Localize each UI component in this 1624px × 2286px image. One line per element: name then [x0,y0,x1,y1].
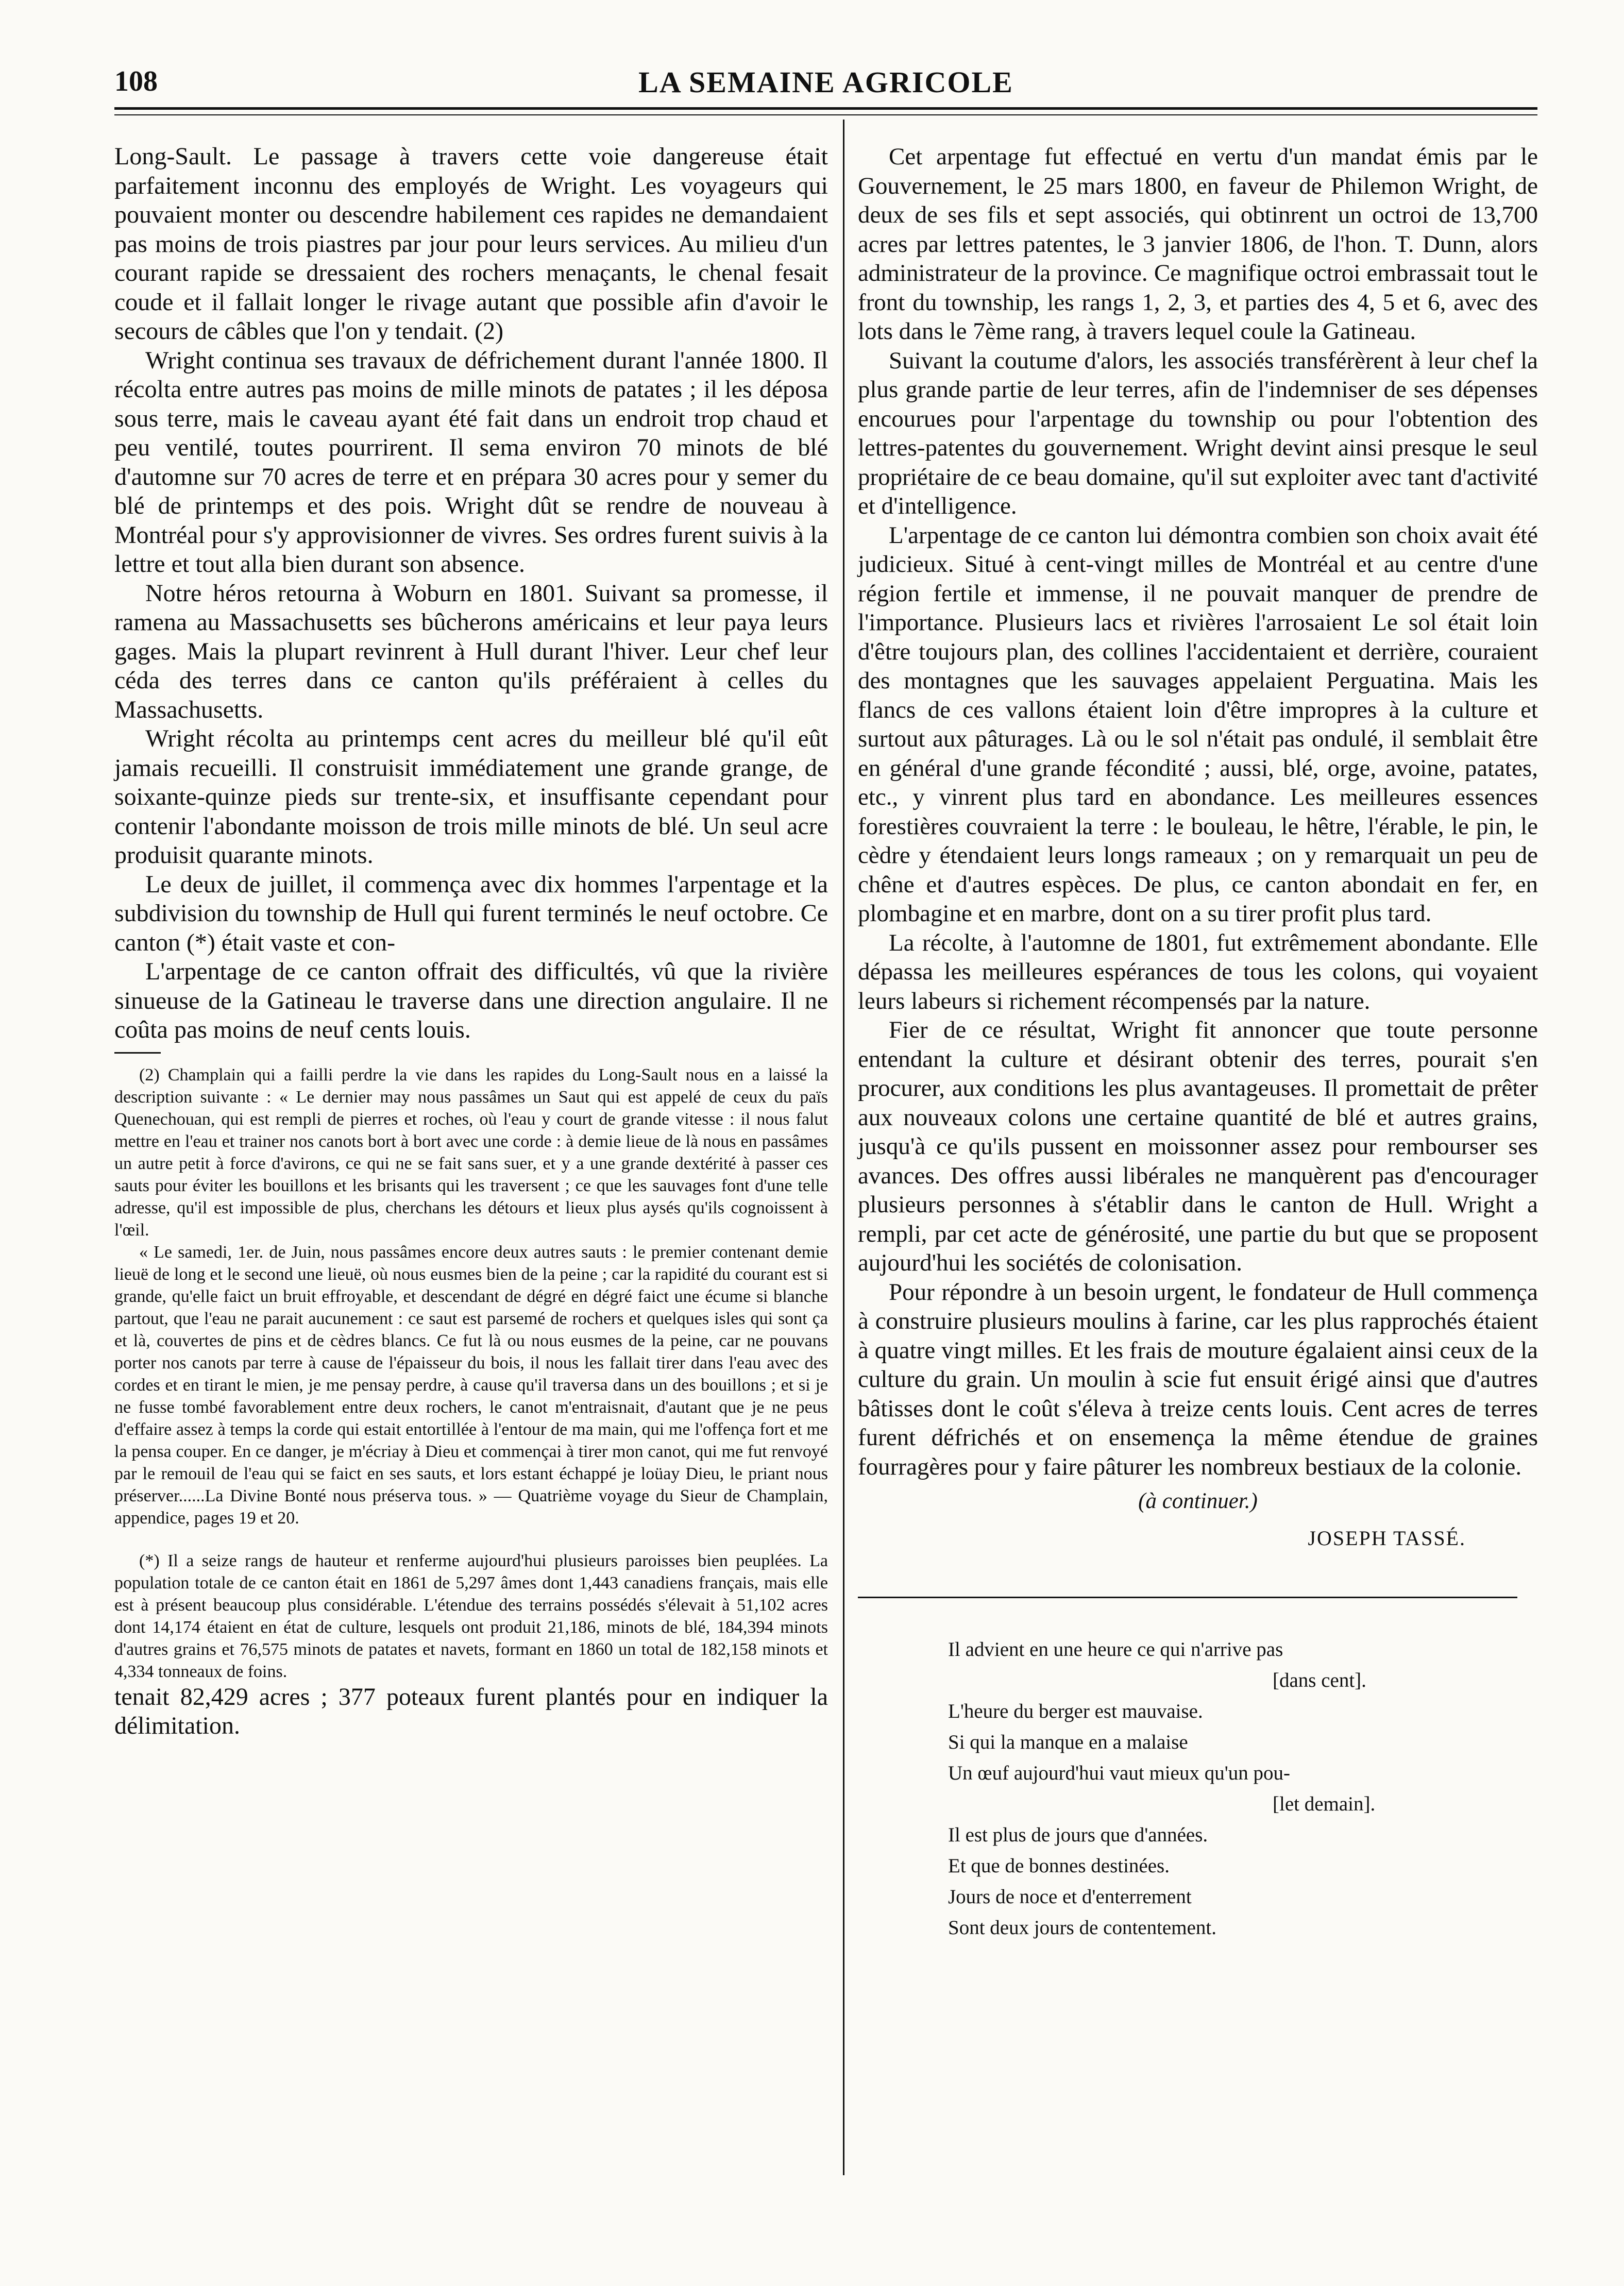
poem-line: L'heure du berger est mauvaise. [948,1700,1203,1722]
article-paragraph: Fier de ce résultat, Wright fit annoncer que toute personne entendant la culture et désirant obtenir des terres, pourait s'en procurer, aux conditions les plus avantageuses. Il promettait de prêter aux nouveaux colons une certaine quantité de blé et autres grains, jusqu'à ce qu'ils pussent en moissonner assez pour rembourser ses avances. Des offres aussi libérales ne manquèrent pas d'encourager plusieurs personnes à s'établir dans le canton de Hull. Wright a rempli, par cet acte de générosité, une partie du but que se proposent aujourd'hui les sociétés de colonisation. [858,1017,1538,1276]
article-paragraph: La récolte, à l'automne de 1801, fut extrêmement abondante. Elle dépassa les meilleures espérances de tous les colons, qui voyaient leurs labeurs si richement récompensés par la nature. [858,929,1538,1014]
poem-line-continuation: [let demain]. [1273,1793,1376,1815]
poem-line: Il est plus de jours que d'années. [948,1824,1208,1846]
right-column [858,142,1538,1943]
article-paragraph: Wright continua ses travaux de défrichement durant l'année 1800. Il récolta entre autres pas moins de mille minots de patates ; il les déposa sous terre, mais le caveau ayant été fait dans un endroit trop chaud et peu ventilé, toutes pourrirent. Il sema environ 70 minots de blé d'automne sur 70 acres de terre et en prépara 30 acres pour y semer du blé de printemps et des pois. Wright dût se rendre de nouveau à Montréal pour s'y approvisionner de vivres. Ses ordres furent suivis à la lettre et tout alla bien durant son absence. [114,346,828,578]
poem-line-continuation: [dans cent]. [1273,1669,1366,1691]
poem-line: Jours de noce et d'enterrement [948,1886,1192,1908]
article-paragraph: Long-Sault. Le passage à travers cette voie dangereuse était parfaitement inconnu des employés de Wright. Les voyageurs qui pouvaient monter ou descendre habilement ces rapides ne demandaient pas moins de trois piastres par jour pour leurs services. Au milieu d'un courant rapide se dressaient des rochers menaçants, le chenal fesait coude et il fallait longer le rivage autant que possible afin d'avoir le secours de câbles que l'on y tendait. (2) [114,143,828,345]
left-column [114,142,828,1740]
header-rule-thick [114,107,1537,110]
poem-line: Sont deux jours de contentement. [948,1917,1216,1939]
poem-line: Si qui la manque en a malaise [948,1731,1188,1753]
footnote-2-paragraph: « Le samedi, 1er. de Juin, nous passâmes encore deux autres sauts : le premier contenant demie lieuë de long et le second une lieuë, où nous eusmes bien de la peine ; car la rapidité du courant est si grande, qu'elle faict un bruit effroyable, et descendant de dégré en dégré faict une écume si blanche partout, que l'eau ne parait aucunement : ce saut est parsemé de rochers et quelques isles qui sont ça et là, couvertes de pins et de cèdres blancs. Ce fut là ou nous eusmes de la peine, car ne pouvans porter nos canots par terre à cause de l'épaisseur du bois, il nous les fallait tirer dans l'eau avec des cordes et en tirant le mien, je me pensay perdre, à cause qu'il traversa dans un des bouillons ; et si je ne fusse tombé favorablement entre deux rochers, le canot m'entraisnait, d'autant que je ne peus d'effaire assez à temps la corde qui estait entortillée à l'entour de ma main, qui me l'offença fort et me la pensa couper. En ce danger, je m'écriay à Dieu et commençai à tirer mon canot, qui me fut renvoyé par le remouil de l'eau qui se faict en ses sauts, et lors estant échappé je loüay Dieu, le priant nous préserver......La Divine Bonté nous préserva tous. » — Quatrième voyage du Sieur de Champlain, appendice, pages 19 et 20. [114,1242,828,1528]
footnote-star: (*) Il a seize rangs de hauteur et renferme aujourd'hui plusieurs paroisses bien peuplées. La population totale de ce canton était en 1861 de 5,297 âmes dont 1,443 canadiens français, mais elle est à présent beaucoup plus considérable. L'étendue des terrains possédés s'élevait à 51,102 acres dont 14,174 étaient en état de culture, lesquels ont produit 21,186, minots de blé, 184,394 minots d'autres grains et 76,575 minots de patates et navets, formant en 1860 un total de 182,158 minots et 4,334 tonneaux de foins. [114,1551,828,1681]
poem-line: Un œuf aujourd'hui vaut mieux qu'un pou- [948,1762,1290,1784]
article-paragraph: L'arpentage de ce canton lui démontra combien son choix avait été judicieux. Situé à cent-vingt milles de Montréal et au centre d'une région fertile et immense, il ne pouvait manquer de prendre de l'importance. Plusieurs lacs et rivières l'arrosaient Le sol était loin d'être toujours plan, des collines l'accidentaient et derrière, couraient des montagnes que les sauvages appelaient Perguatina. Mais les flancs de ces vallons étaient loin d'être impropres à la culture et surtout aux pâturages. Là ou le sol n'était pas ondulé, il semblait être en général d'une grande fécondité ; aussi, blé, orge, avoine, patates, etc., y vinrent plus tard en abondance. Les meilleures essences forestières couvraient la terre : le bouleau, le hêtre, l'érable, le pin, le cèdre y étendaient leurs longs rameaux ; on y remarquait un peu de chêne et d'autres espèces. De plus, ce canton abondait en fer, en plombagine et en marbre, dont on a su tirer profit plus tard. [858,521,1538,927]
poem [948,1634,1538,1943]
footnote-rule [114,1052,161,1054]
article-paragraph: Wright récolta au printemps cent acres du meilleur blé qu'il eût jamais recueilli. Il construisit immédiatement une grande grange, de soixante-quinze pieds sur trente-six, et insuffisante cependant pour contenir l'abondante moisson de trois mille minots de blé. Un seul acre produisit quarante minots. [114,725,828,869]
article-paragraph: Notre héros retourna à Woburn en 1801. Suivant sa promesse, il ramena au Massachusetts ses bûcherons américains et leur paya leurs gages. Mais la plupart revinrent à Hull durant l'hiver. Leur chef leur céda des terres dans ce canton qu'ils préféraient à celles du Massachusetts. [114,579,828,723]
poem-line: Et que de bonnes destinées. [948,1855,1170,1877]
author-signature: JOSEPH TASSÉ. [1308,1527,1466,1550]
article-paragraph: Pour répondre à un besoin urgent, le fondateur de Hull commença à construire plusieurs moulins à farine, car les plus rapprochés étaient à quatre vingt milles. Et les frais de mouture égalaient ainsi ceux de la culture du grain. Un moulin à scie fut ensuit érigé ainsi que d'autres bâtisses dont le coût s'éleva à treize cents louis. Cent acres de terres furent défrichés et on ensemença la même étendue de graines fourragères pour y faire pâturer les nombreux bestiaux de la colonie. [858,1278,1538,1480]
header-rule-thin [114,114,1537,115]
poem-line: Il advient en une heure ce qui n'arrive pas [948,1638,1283,1661]
article-paragraph: Cet arpentage fut effectué en vertu d'un mandat émis par le Gouvernement, le 25 mars 1800, en faveur de Philemon Wright, de deux de ses fils et sept associés, qui obtinrent un octroi de 13,700 acres par lettres patentes, le 3 janvier 1806, de l'hon. T. Dunn, alors administrateur de la province. Ce magnifique octroi embrassait tout le front du township, les rangs 1, 2, 3, et parties des 4, 5 et 6, avec des lots dans le 7ème rang, à travers lequel coule la Gatineau. [858,143,1538,345]
page-header [114,61,1537,102]
column-divider [843,120,844,2175]
continue-note: (à continuer.) [1138,1489,1258,1513]
article-paragraph: L'arpentage de ce canton offrait des difficultés, vû que la rivière sinueuse de la Gatineau le traverse dans une direction angulaire. Il ne coûta pas moins de neuf cents louis. [114,958,828,1043]
section-separator [858,1597,1517,1598]
footnote-2-paragraph: (2) Champlain qui a failli perdre la vie dans les rapides du Long-Sault nous en a laissé la description suivante : « Le dernier may nous passâmes un Saut qui est appelé de ceux du païs Quenechouan, qui est rempli de pierres et roches, où l'eau y court de grande vitesse : il nous falut mettre en l'eau et trainer nos canots bort à bort avec une corde : à demie lieue de là nous en passâmes un autre petit à force d'avirons, ce qui ne se fait sans suer, et y a une grande dextérité à passer ces sauts pour éviter les bouillons et les brisants qui les traversent ; ce que les sauvages font d'une telle adresse, qu'il est impossible de plus, cherchans les détours et lieux plus aysés qu'ils cognoissent à l'œil. [114,1065,828,1240]
footnote-continuation: tenait 82,429 acres ; 377 poteaux furent plantés pour en indiquer la délimitation. [114,1683,828,1739]
journal-title: LA SEMAINE AGRICOLE [638,65,1013,99]
page-number: 108 [114,65,158,97]
article-paragraph: Le deux de juillet, il commença avec dix hommes l'arpentage et la subdivision du township de Hull qui furent terminés le neuf octobre. Ce canton (*) était vaste et con- [114,870,828,956]
article-paragraph: Suivant la coutume d'alors, les associés transférèrent à leur chef la plus grande partie de leur terres, afin de l'indemniser de ses dépenses encourues pour l'arpentage du township ou pour l'obtention des lettres-patentes du gouvernement. Wright devint ainsi presque le seul propriétaire de ce beau domaine, qu'il sut exploiter avec tant d'activité et d'intelligence. [858,347,1538,519]
